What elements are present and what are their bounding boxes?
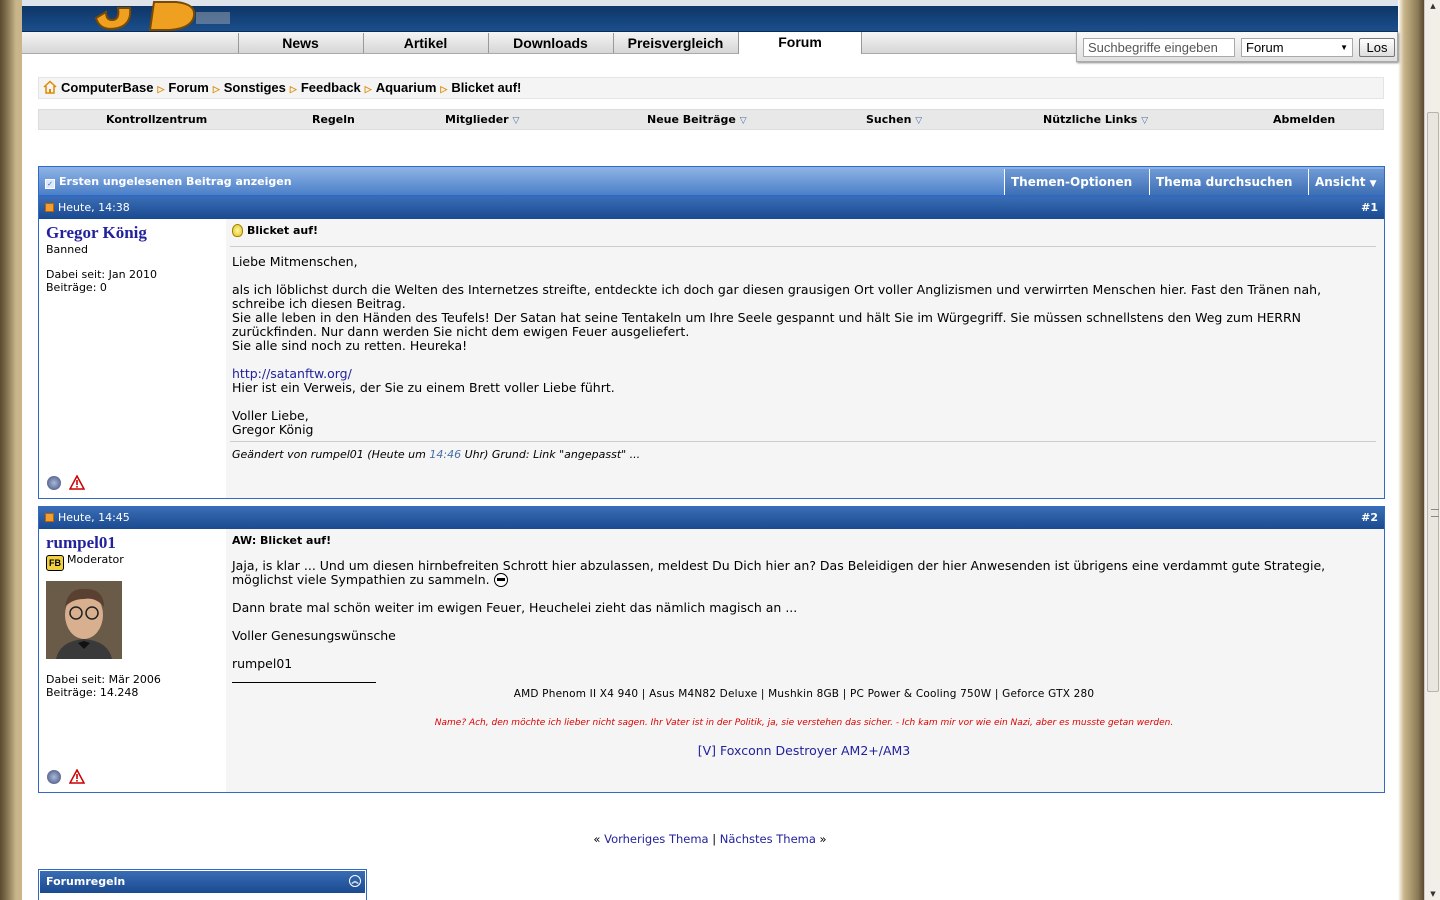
breadcrumb-arrow-icon: ▷ [212, 84, 220, 94]
breadcrumb-arrow-icon: ▷ [364, 84, 372, 94]
thread-search-button[interactable] [1149, 169, 1308, 195]
toolbar-suchen-label: Suchen [866, 113, 912, 126]
report-icon[interactable] [69, 769, 85, 784]
post-title-text: Blicket auf! [247, 224, 319, 237]
edit-note [232, 448, 1384, 461]
unread-icon: ✓ [45, 179, 55, 189]
toolbar-regeln[interactable]: Regeln [312, 113, 355, 126]
breadcrumb-aquarium[interactable]: Aquarium [375, 80, 437, 95]
site-logo-icon [66, 0, 236, 32]
breadcrumb [38, 77, 1384, 99]
signature-divider [232, 682, 376, 683]
right-background [1398, 0, 1424, 900]
nav-preisvergleich[interactable]: Preisvergleich [613, 33, 737, 53]
edit-note-prefix: Geändert von rumpel01 (Heute um [232, 448, 430, 461]
post-author-panel [39, 529, 226, 792]
breadcrumb-forum[interactable]: Forum [168, 80, 209, 95]
search-box [1076, 32, 1398, 62]
author-post-count: Beiträge: 0 [46, 281, 107, 294]
avatar[interactable] [46, 581, 122, 659]
post-text-body: Jaja, is klar ... Und um diesen hirnbefreiten Schrott hier abzulassen, meldest Du Dich hier an? Das Beleidigen der hier Anwesenden ist übrigens eine verdammt gute Strategie, möglichst viele Sympathien zu sammeln. [232, 558, 1326, 587]
post-1 [38, 196, 1385, 499]
scroll-down-icon[interactable]: ▼ [1430, 890, 1436, 898]
thread-view-button[interactable] [1308, 169, 1384, 195]
prev-arrow-icon: « [593, 832, 601, 846]
moderator-badge-icon: FB [46, 555, 64, 571]
post-content [226, 219, 1384, 498]
post-text: Voller Liebe, [232, 408, 309, 423]
post-author-panel [39, 219, 226, 498]
post-text: Sie alle sind noch zu retten. Heureka! [232, 338, 468, 353]
online-status-icon[interactable] [47, 476, 61, 490]
breadcrumb-arrow-icon: ▷ [440, 84, 448, 94]
breadcrumb-sonstiges[interactable]: Sonstiges [223, 80, 286, 95]
nav-artikel[interactable]: Artikel [363, 33, 487, 53]
author-post-count: Beiträge: 14.248 [46, 686, 139, 699]
post-status-icon [45, 203, 54, 212]
toolbar-nuetzliche-links-label: Nützliche Links [1043, 113, 1138, 126]
online-status-icon[interactable] [47, 770, 61, 784]
main-nav [22, 32, 1078, 54]
breadcrumb-feedback[interactable]: Feedback [300, 80, 361, 95]
post-action-icons [47, 769, 85, 784]
post-header [39, 197, 1384, 219]
chevron-down-icon: ▼ [1369, 179, 1377, 189]
search-button[interactable]: Los [1359, 38, 1395, 57]
signature-link[interactable]: [V] Foxconn Destroyer AM2+/AM3 [697, 743, 911, 758]
author-rank [46, 553, 226, 571]
scrollbar-thumb[interactable] [1427, 112, 1439, 692]
smiley-icon [494, 573, 508, 587]
post-text: Gregor König [232, 422, 314, 437]
nav-downloads[interactable]: Downloads [488, 33, 612, 53]
chevron-down-icon: ▼ [1340, 43, 1348, 52]
post-text: Liebe Mitmenschen, [232, 254, 358, 269]
toolbar-suchen[interactable] [866, 110, 922, 131]
post-status-icon [45, 513, 54, 522]
next-arrow-icon: » [819, 832, 827, 846]
forum-toolbar [38, 109, 1384, 130]
first-unread-link[interactable] [45, 175, 292, 189]
toolbar-mitglieder[interactable] [445, 110, 519, 131]
toolbar-mitglieder-label: Mitglieder [445, 113, 509, 126]
post-text: Hier ist ein Verweis, der Sie zu einem Brett voller Liebe führt. [232, 380, 615, 395]
post-link[interactable]: http://satanftw.org/ [232, 366, 352, 381]
first-unread-label: Ersten ungelesenen Beitrag anzeigen [59, 175, 292, 188]
author-joined: Dabei seit: Jan 2010 [46, 268, 158, 281]
divider [230, 441, 1376, 442]
next-thread-link[interactable]: Nächstes Thema [719, 832, 816, 846]
collapse-icon[interactable]: ︽ [349, 875, 361, 887]
home-icon[interactable] [43, 80, 57, 94]
nav-news[interactable]: News [238, 33, 362, 53]
post-date: Heute, 14:45 [58, 511, 130, 524]
dropdown-arrow-icon: ▽ [739, 116, 747, 126]
thread-header [38, 166, 1385, 196]
author-rank-text: Moderator [67, 553, 124, 566]
edit-time: 14:46 [429, 448, 462, 461]
toolbar-neue-beitraege[interactable] [647, 110, 747, 131]
post-2 [38, 506, 1385, 793]
edit-note-suffix: Uhr) Grund: Link "angepasst" ... [461, 448, 641, 461]
post-date: Heute, 14:38 [58, 201, 130, 214]
lightbulb-icon [232, 224, 243, 237]
toolbar-nuetzliche-links[interactable] [1043, 110, 1148, 131]
dropdown-arrow-icon: ▽ [1141, 116, 1149, 126]
search-scope-select[interactable] [1241, 38, 1353, 57]
scroll-up-icon[interactable]: ▲ [1430, 2, 1436, 10]
post-number[interactable]: #2 [1361, 511, 1378, 524]
post-action-icons [47, 475, 85, 490]
page [22, 0, 1398, 900]
post-title: AW: Blicket auf! [232, 534, 332, 547]
post-content [226, 529, 1384, 792]
report-icon[interactable] [69, 475, 85, 490]
toolbar-abmelden[interactable]: Abmelden [1273, 113, 1336, 126]
post-text: Dann brate mal schön weiter im ewigen Feuer, Heuchelei zieht das nämlich magisch an ... [232, 600, 798, 615]
author-name[interactable]: rumpel01 [46, 533, 116, 552]
author-joined: Dabei seit: Mär 2006 [46, 673, 161, 686]
search-scope-value: Forum [1246, 40, 1284, 55]
post-message [232, 255, 1376, 437]
post-title [232, 224, 1384, 242]
thread-options-button[interactable] [1004, 169, 1149, 195]
breadcrumb-arrow-icon: ▷ [289, 84, 297, 94]
site-banner [22, 6, 1398, 32]
breadcrumb-computerbase[interactable]: ComputerBase [61, 80, 154, 95]
post-header [39, 507, 1384, 529]
post-text: Sie alle leben in den Händen des Teufels! Der Satan hat seine Tentakeln um Ihre Seele gespannt und hält Sie im Würgegriff. Sie müssen schnellstens den Weg zum HERRN zurückfinden. Nur dann werden Sie nicht dem ewigen Feuer ausgeliefert. [232, 310, 1301, 339]
dropdown-arrow-icon: ▽ [512, 116, 520, 126]
vertical-scrollbar[interactable] [1424, 0, 1440, 900]
separator: | [712, 832, 717, 846]
post-message [232, 559, 1376, 758]
signature-quote: Name? Ach, den möchte ich lieber nicht sagen. Ihr Vater ist in der Politik, ja, sie verstehen das sicher. - Ich kam mir vor wie ein Nazi, aber es musste getan werden. [434, 718, 1174, 728]
prev-thread-link[interactable]: Vorheriges Thema [604, 832, 709, 846]
signature-hardware: AMD Phenom II X4 940 | Asus M4N82 Deluxe | Mushkin 8GB | PC Power & Cooling 750W | Geforce GTX 280 [513, 688, 1095, 700]
scroll-grip-icon [1431, 509, 1439, 517]
forum-rules-box [38, 869, 367, 900]
author-name[interactable]: Gregor König [46, 223, 147, 242]
search-input[interactable]: Suchbegriffe eingeben [1083, 38, 1235, 57]
post-text: rumpel01 [232, 656, 293, 671]
forum-rules-header [40, 871, 365, 893]
post-number[interactable]: #1 [1361, 201, 1378, 214]
thread-navigation [22, 832, 1398, 846]
author-rank: Banned [46, 243, 88, 256]
divider [230, 246, 1376, 247]
breadcrumb-arrow-icon: ▷ [157, 84, 165, 94]
thread-options-label: Themen-Optionen [1011, 175, 1133, 189]
thread-search-label: Thema durchsuchen [1156, 175, 1293, 189]
thread-view-label: Ansicht [1315, 175, 1366, 189]
dropdown-arrow-icon: ▽ [915, 116, 923, 126]
forum-rules-title: Forumregeln [46, 875, 126, 888]
post-text: als ich löblichst durch die Welten des Internetzes streifte, entdeckte ich doch gar diesen grausigen Ort voller Anglizismen und verwirrten Menschen hier. Fast den Tränen nah, schreibe ich diesen Beitrag. [232, 282, 1322, 311]
toolbar-neue-beitraege-label: Neue Beiträge [647, 113, 736, 126]
nav-forum[interactable]: Forum [738, 32, 862, 54]
post-text: Voller Genesungswünsche [232, 628, 396, 643]
post-text [232, 559, 1376, 587]
toolbar-kontrollzentrum[interactable]: Kontrollzentrum [106, 113, 208, 126]
breadcrumb-current: Blicket auf! [451, 80, 522, 95]
